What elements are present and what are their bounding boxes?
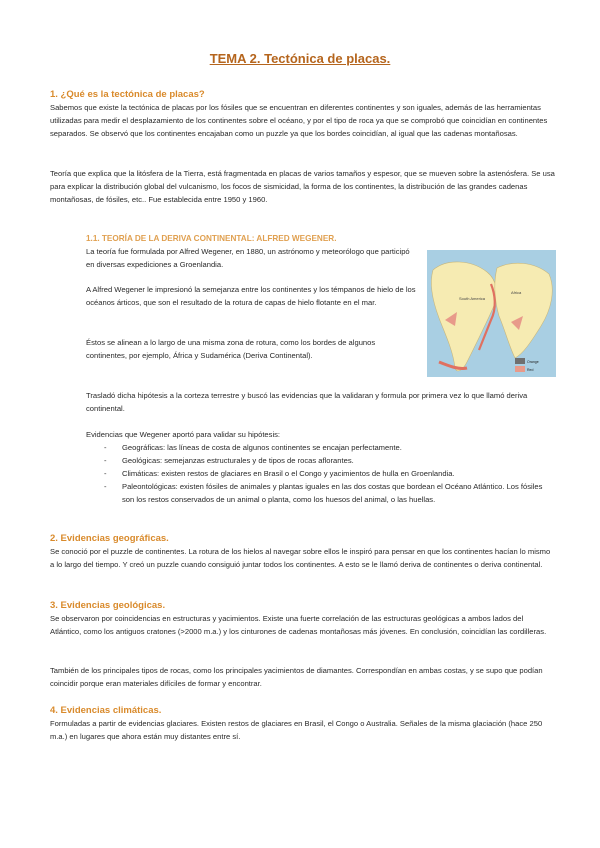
bullet-dash: - (104, 443, 107, 452)
bullet-dash: - (104, 456, 107, 466)
continental-drift-map (427, 250, 556, 377)
south-america-label: South America (459, 296, 486, 301)
section-1-paragraph-1: Sabemos que existe la tectónica de placas por los fósiles que se encuentran en diferentes continentes y son iguales, además de las herramientas utilizadas para medir el desplazamiento de los continentes sobre el océano, y por el tipo de roca ya que se comprobó que coincidían en continentes separados. Se observó que los continentes encajaban como un puzzle ya que los bordes coincidían, al igual que las cadenas montañosas. (50, 103, 548, 139)
evidence-list (86, 441, 556, 506)
evidence-item-text: Climáticas: existen restos de glaciares en Brasil o el Congo y yacimientos de hulla en Groenlandia. (122, 469, 455, 479)
section-1-1-paragraph-5: Evidencias que Wegener aportó para validar su hipótesis: (86, 430, 281, 439)
section-3-heading: 3. Evidencias geológicas. (50, 600, 166, 611)
evidence-item (86, 467, 556, 480)
section-1-1-paragraph-2: A Alfred Wegener le impresionó la semejanza entre los continentes y los témpanos de hielo de los océanos árticos, que son el resultado de la rotura de capas de hielo flotante en el mar. (86, 285, 416, 308)
section-4-heading: 4. Evidencias climáticas. (50, 705, 162, 716)
evidence-item-text: Geográficas: las líneas de costa de algunos continentes se encajan perfectamente. (122, 443, 402, 452)
section-3-paragraph-2: También de los principales tipos de rocas, como los principales yacimientos de diamantes. Correspondían en ambas costas, y se supo que podían coincidir porque eran materiales difíciles de formar y encontrar. (50, 666, 543, 689)
bullet-dash: - (104, 482, 107, 492)
legend-swatch-1 (515, 358, 525, 364)
evidence-item (86, 454, 556, 467)
section-2-heading: 2. Evidencias geográficas. (50, 533, 169, 544)
section-1-paragraph-2: Teoría que explica que la litósfera de la Tierra, está fragmentada en placas de varios tamaños y espesor, que se mueven sobre la astenósfera. Se usa para explicar la distribución global del vulcanismo, los focos de sismicidad, la forma de los continentes, la distribución de las grandes cadenas montañosas, de fósiles, etc.. Fue establecida entre 1950 y 1960. (50, 169, 555, 205)
section-4-paragraph-1: Formuladas a partir de evidencias glaciares. Existen restos de glaciares en Brasil, el Congo o Australia. Señales de la misma glaciación (hace 250 m.a.) en lugares que ahora están muy distantes entre sí. (50, 719, 543, 742)
document-title: TEMA 2. Tectónica de placas. (209, 51, 391, 66)
section-1-heading: 1. ¿Qué es la tectónica de placas? (50, 89, 205, 100)
africa-label: Africa (511, 290, 522, 295)
section-1-1-paragraph-1: La teoría fue formulada por Alfred Wegener, en 1880, un astrónomo y meteorólogo que participó en diversas expediciones a Groenlandia. (86, 247, 410, 270)
legend-label-2: Red (527, 368, 534, 372)
legend-swatch-2 (515, 366, 525, 372)
evidence-item-text: Geológicas: semejanzas estructurales y de tipos de rocas aflorantes. (122, 456, 354, 466)
bullet-dash: - (104, 469, 107, 479)
section-1-1-paragraph-3: Éstos se alinean a lo largo de una misma zona de rotura, como los bordes de algunos continentes, por ejemplo, África y Sudamérica (Deriva Continental). (86, 338, 376, 361)
evidence-item (86, 480, 556, 506)
legend-label-1: Orange (527, 360, 539, 364)
section-2-paragraph-1: Se conoció por el puzzle de continentes. La rotura de los hielos al navegar sobre ellos le inspiró para pensar en que los continentes hacían lo mismo a lo largo del tiempo. Y creó un puzzle cuando consiguió juntar todos los continentes. A esto se le llamó deriva de continentes o deriva continental. (50, 547, 551, 570)
section-3-paragraph-1: Se observaron por coincidencias en estructuras y yacimientos. Existe una fuerte correlación de las estructuras geológicas a ambos lados del Atlántico, como los antiguos cratones (>2000 m.a.) y los cinturones de cadenas montañosas más jóvenes. En conclusión, coincidían las cordilleras. (50, 614, 547, 637)
section-1-1-heading: 1.1. TEORÍA DE LA DERIVA CONTINENTAL: ALFRED WEGENER. (86, 234, 337, 243)
section-1-1-paragraph-4: Trasladó dicha hipótesis a la corteza terrestre y buscó las evidencias que la validaran y formula por primera vez lo que llamó deriva continental. (86, 391, 528, 414)
evidence-item-text: Paleontológicas: existen fósiles de animales y plantas iguales en las dos costas que bordean el Océano Atlántico. Los fósiles son los restos conservados de un animal o planta, como los huesos del animal, o las huellas. (122, 482, 543, 505)
evidence-item (86, 441, 556, 454)
